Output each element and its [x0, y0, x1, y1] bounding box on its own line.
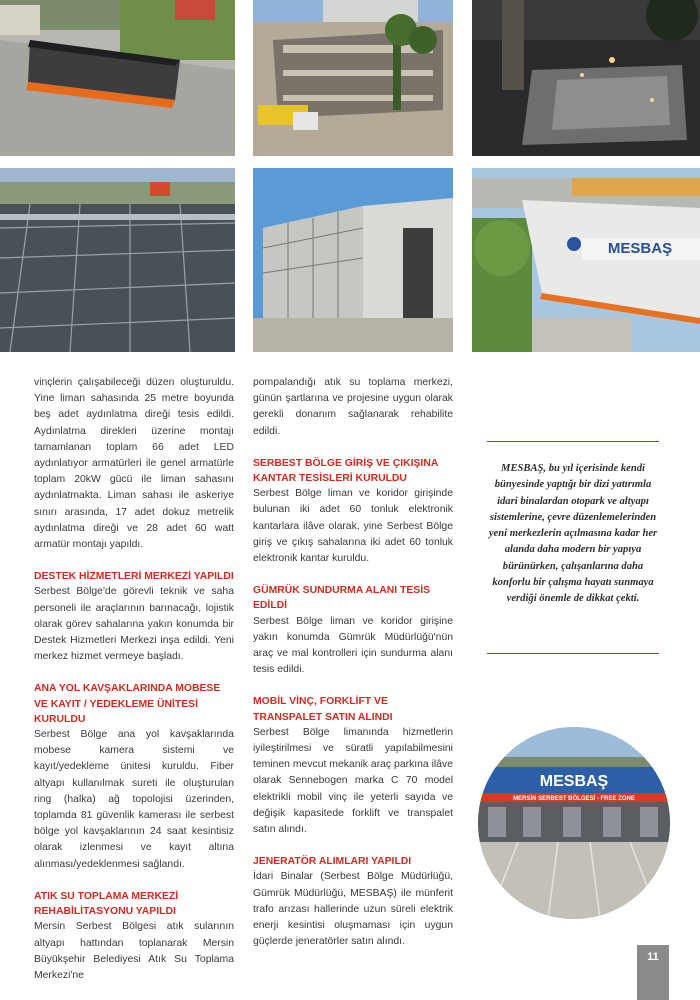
paragraph-continuation: vinçlerin çalışabileceği düzen oluşturuldu. Yine liman sahasında 25 metre boyunda beş adet aydınlatma direği tesis edildi. Aydınlatma direkleri üzerine montajı tamamlanan toplam 66 adet LED aydınlatıyor armatürleri ile genel armatürle toplam 20kW gücü ile liman sahasını aydınlatmakta. Liman sahası ile askeriye sınırı arasında, 17 adet dokuz metrelik aydınlatma direği ve 28 adet 60 watt armatür montajı yapıldı.: [34, 377, 234, 551]
heading-customs-canopy: GÜMRÜK SUNDURMA ALANI TESİS EDİLDİ: [253, 585, 431, 612]
photo-night-courtyard: [472, 0, 700, 156]
paragraph-weighbridge: Serbest Bölge liman ve koridor girişinde bulunan iki adet 60 tonluk elektronik kantarlara ilâve olarak, yine Serbest Bölge giriş ve çıkış sahalarına iki adet 60 tonluk elektronik kantar kuruldu.: [253, 488, 453, 565]
heading-waste-water-center: ATIK SU TOPLAMA MERKEZİ REHABİLİTASYONU YAPILDI: [34, 890, 179, 918]
photo-support-center-building: [0, 0, 235, 156]
paragraph-support-services-center: Serbest Bölge'de görevli teknik ve saha personeli ile araçlarının barınacağı, lojistik olarak görev sahalarına yakın konumda bir Destek Hizmetleri Merkezi inşa edildi. Yeni merkez hizmet vermeye başladı.: [34, 586, 234, 663]
heading-generators: JENERATÖR ALIMLARI YAPILDI: [253, 856, 412, 868]
paragraph-crane-forklift: Serbest Bölge limanında hizmetlerin iyileştirilmesi ve süratli yapılabilmesini teminen mevcut mekanik araç parkına ilâve olarak Sennebogen marka C 70 model elektrikli mobil vinç ile yeterli sayıda ve değişik kapasitede forklift ve transpalet satın alındı.: [253, 726, 453, 836]
heading-weighbridge: SERBEST BÖLGE GİRİŞ VE ÇIKIŞINA KANTAR TESİSLERİ KURULDU: [253, 457, 438, 485]
photo-building-construction: [253, 0, 453, 156]
paragraph-waste-water-continuation: pompalandığı atık su toplama merkezi, günün şartlarına ve projesine uygun olarak gerekli donanım sağlanarak rehabilite edildi.: [253, 377, 453, 437]
mesbas-gate-sign: MESBAŞ: [539, 773, 609, 790]
heading-support-services-center: DESTEK HİZMETLERİ MERKEZİ YAPILDI: [34, 571, 234, 583]
paragraph-generators: İdari Binalar (Serbest Bölge Müdürlüğü, Gümrük Müdürlüğü, MESBAŞ) ile münferit trafo arızası hallerinde uzun süreli elektrik enerji kesintisi oluşmaması için uygun güçlerde jeneratörler satın alındı.: [253, 871, 453, 948]
quote-divider-top: [487, 441, 659, 442]
mesbas-building-sign: MESBAŞ: [607, 240, 673, 257]
text-column-middle: [253, 375, 453, 951]
page-number: 11: [637, 945, 669, 1000]
free-zone-banner: MERSİN SERBEST BÖLGESİ - FREE ZONE: [513, 796, 635, 802]
heading-mobese-cameras: ANA YOL KAVŞAKLARINDA MOBESE VE KAYIT / YEDEKLEME ÜNİTESİ KURULDU: [34, 683, 221, 725]
pull-quote: MESBAŞ, bu yıl içerisinde kendi bünyesinde yaptığı bir dizi yatırımla idari binalardan otopark ve altyapı sistemlerine, çevre düzenlemelerinden yeni merkezlerin açılmasına kadar her alanda daha modern bir yapıya bürünürken, çalışanlarına daha konforlu bir çalışma hayatı sunmaya verdiği önemle de dikkat çekti.: [488, 463, 658, 605]
text-column-left: [34, 375, 234, 984]
paragraph-waste-water-center: Mersin Serbest Bölgesi atık sularının altyapı hattından toplanarak Mersin Büyükşehir Belediyesi Atık Su Toplama Merkezi'ne: [34, 921, 234, 981]
photo-mesbas-building: [472, 168, 700, 352]
photo-solar-panels: [0, 168, 235, 352]
photo-free-zone-entrance: [478, 727, 670, 919]
paragraph-mobese-cameras: Serbest Bölge ana yol kavşaklarında mobese kamera sistemi ve kayıt/yedekleme ünitesi kuruldu. Fiber altyapı kullanılmak sureti ile oluşturulan ring (halka) ağ topolojisi üzerinden, toplamda 81 güvenlik kamerası ile serbest bölge yol kavşaklarının 24 saat kesintisiz olarak izlenmesi ve kayıt altına alınması/yedeklenmesi sağlandı.: [34, 729, 234, 870]
photo-customs-canopy: [253, 168, 453, 352]
heading-crane-forklift: MOBİL VİNÇ, FORKLİFT VE TRANSPALET SATIN ALINDI: [253, 696, 393, 723]
quote-divider-bottom: [487, 653, 659, 654]
paragraph-customs-canopy: Serbest Bölge liman ve koridor girişine yakın konumda Gümrük Müdürlüğü'nün araç ve mal kontrolleri için sundurma alanı tesis edildi.: [253, 615, 453, 676]
